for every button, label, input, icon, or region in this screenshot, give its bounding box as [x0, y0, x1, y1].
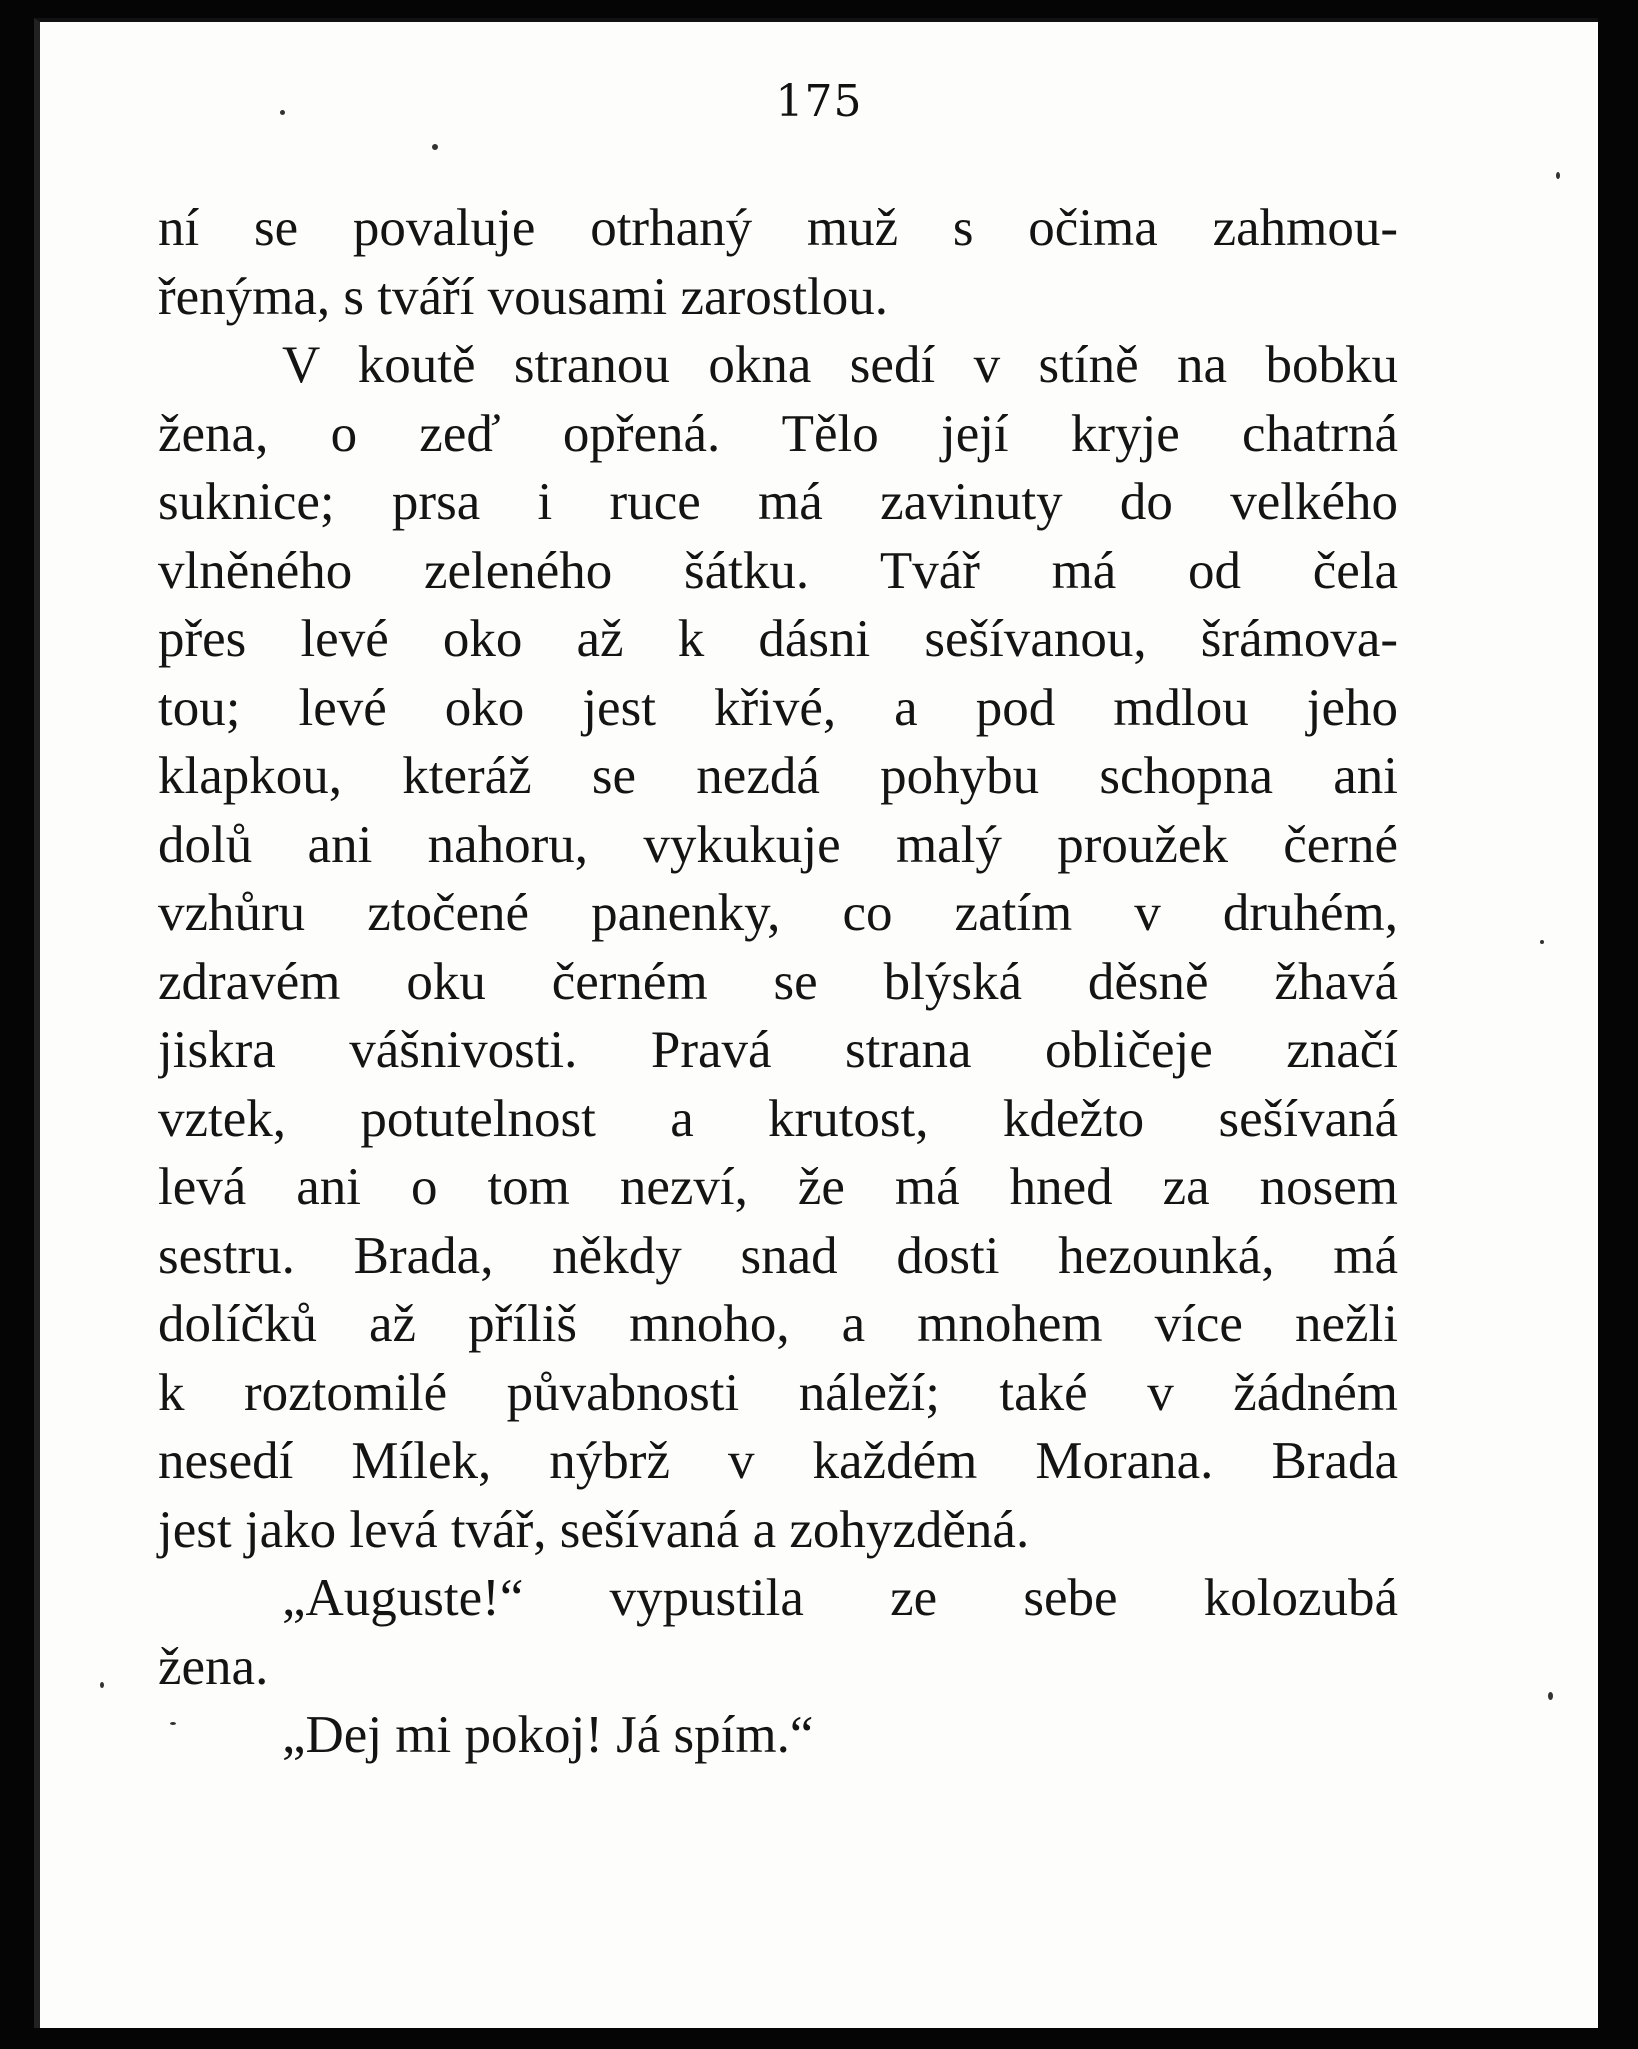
text-line-21: „Auguste!“ vypustila ze sebe kolozubá: [282, 1569, 1398, 1627]
text-line-5: suknice; prsa i ruce má zavinuty do velkého: [158, 473, 1398, 531]
body-text: [158, 194, 1398, 1770]
scan-speck: [1540, 940, 1544, 944]
text-line-4: žena, o zeď opřená. Tělo její kryje chatrná: [158, 404, 1398, 463]
scan-speck: [1556, 172, 1560, 179]
text-line-11: vzhůru ztočené panenky, co zatím v druhém,: [158, 884, 1398, 942]
text-line-8: tou; levé oko jest křivé, a pod mdlou jeho: [158, 678, 1398, 737]
text-line-10: dolů ani nahoru, vykukuje malý proužek černé: [158, 815, 1398, 874]
text-line-9: klapkou, kteráž se nezdá pohybu schopna ani: [158, 747, 1398, 805]
text-line-16: sestru. Brada, někdy snad dosti hezounká, má: [158, 1226, 1398, 1285]
page-number: 175: [775, 76, 863, 127]
text-line-1: ní se povaluje otrhaný muž s očima zahmou-: [158, 199, 1398, 257]
scan-speck: [170, 1722, 176, 1725]
text-line-15: levá ani o tom nezví, že má hned za nosem: [158, 1158, 1398, 1216]
text-line-19: nesedí Mílek, nýbrž v každém Morana. Brada: [158, 1432, 1398, 1490]
text-line-7: přes levé oko až k dásni sešívanou, šrámova-: [158, 610, 1398, 668]
text-line-22: žena.: [158, 1637, 269, 1696]
scan-speck: [280, 110, 285, 115]
text-line-6: vlněného zeleného šátku. Tvář má od čela: [158, 541, 1398, 600]
book-page: [34, 18, 1598, 2028]
text-line-18: k roztomilé půvabnosti náleží; také v žádném: [158, 1363, 1398, 1422]
text-line-2: řenýma, s tváří vousami zarostlou.: [158, 267, 889, 326]
text-line-3: V koutě stranou okna sedí v stíně na bobku: [282, 336, 1398, 394]
text-line-13: jiskra vášnivosti. Pravá strana obličeje značí: [158, 1021, 1398, 1079]
text-line-12: zdravém oku černém se blýská děsně žhavá: [158, 952, 1398, 1011]
scan-speck: [1548, 1692, 1553, 1700]
text-line-14: vztek, potutelnost a krutost, kdežto sešívaná: [158, 1089, 1398, 1148]
text-line-17: dolíčků až příliš mnoho, a mnohem více nežli: [158, 1295, 1398, 1353]
text-line-23: „Dej mi pokoj! Já spím.“: [282, 1706, 814, 1764]
scan-speck: [100, 1682, 104, 1688]
scan-speck: [432, 144, 438, 150]
text-line-20: jest jako levá tvář, sešívaná a zohyzděná.: [158, 1500, 1030, 1559]
